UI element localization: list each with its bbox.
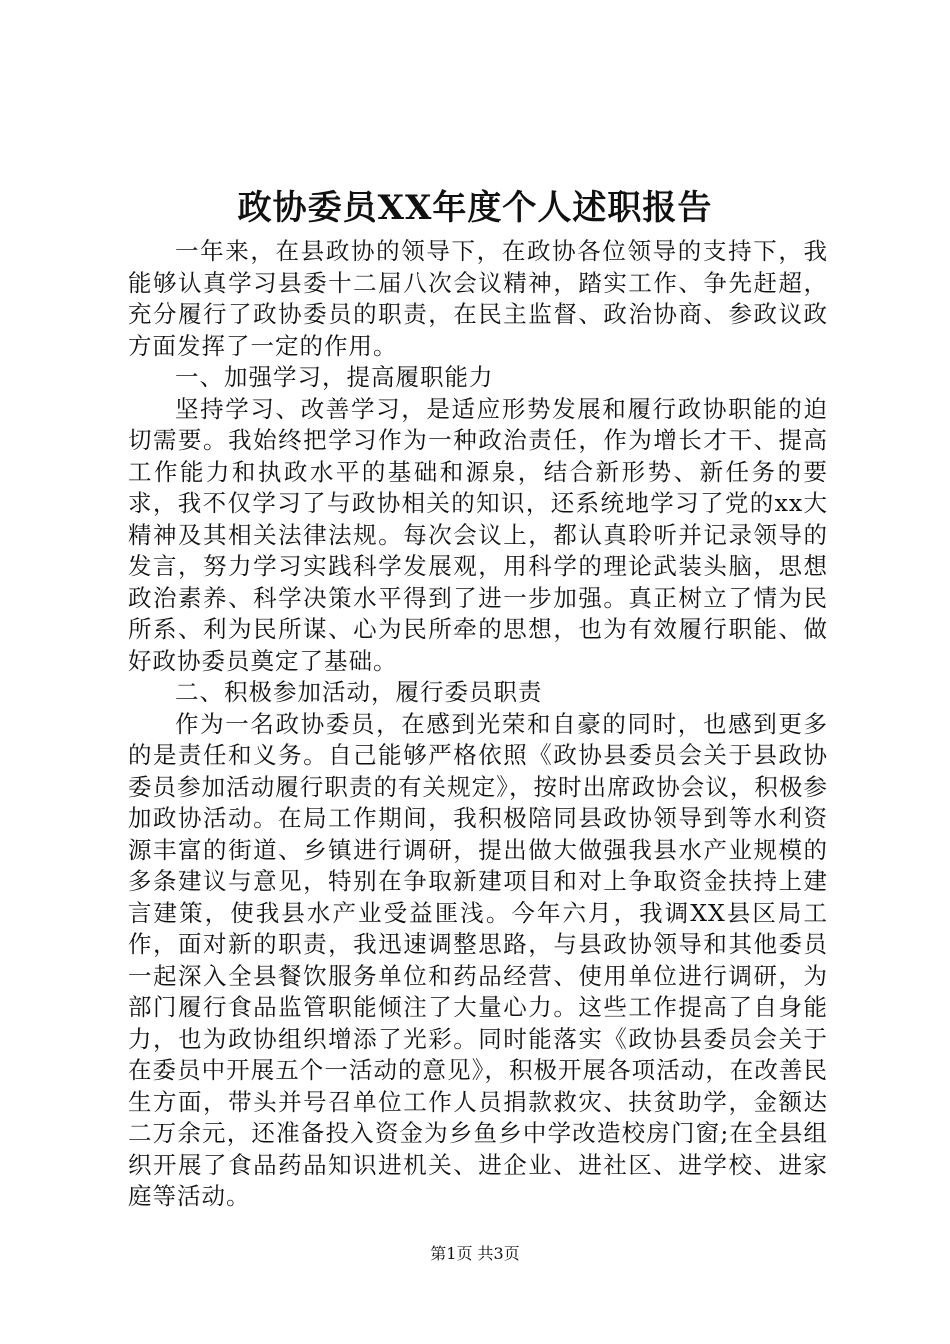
paragraph-study: 坚持学习、改善学习，是适应形势发展和履行政协职能的迫切需要。我始终把学习作为一种政治责任，作为增长才干、提高工作能力和执政水平的基础和源泉，结合新形势、新任务的要求，我不仅学习了与政协相关的知识，还系统地学习了党的xx大精神及其相关法律法规。每次会议上，都认真聆听并记录领导的发言，努力学习实践科学发展观，用科学的理论武装头脑，思想政治素养、科学决策水平得到了进一步加强。真正树立了情为民所系、利为民所谋、心为民所牵的思想，也为有效履行职能、做好政协委员奠定了基础。 bbox=[128, 394, 828, 675]
paragraph-intro: 一年来，在县政协的领导下，在政协各位领导的支持下，我能够认真学习县委十二届八次会议精神，踏实工作、争先赶超，充分履行了政协委员的职责，在民主监督、政治协商、参政议政方面发挥了一定的作用。 bbox=[128, 237, 828, 360]
paragraph-activities: 作为一名政协委员，在感到光荣和自豪的同时，也感到更多的是责任和义务。自己能够严格依照《政协县委员会关于县政协委员参加活动履行职责的有关规定》，按时出席政协会议，积极参加政协活动。在局工作期间，我积极陪同县政协领导到等水利资源丰富的街道、乡镇进行调研，提出做大做强我县水产业规模的多条建议与意见，特别在争取新建项目和对上争取资金扶持上建言建策，使我县水产业受益匪浅。今年六月，我调XX县区局工作，面对新的职责，我迅速调整思路，与县政协领导和其他委员一起深入全县餐饮服务单位和药品经营、使用单位进行调研，为部门履行食品监管职能倾注了大量心力。这些工作提高了自身能力，也为政协组织增添了光彩。同时能落实《政协县委员会关于在委员中开展五个一活动的意见》，积极开展各项活动，在改善民生方面，带头并号召单位工作人员捐款救灾、扶贫助学，金额达二万余元，还准备投入资金为乡鱼乡中学改造校房门窗;在全县组织开展了食品药品知识进机关、进企业、进社区、进学校、进家庭等活动。 bbox=[128, 709, 828, 1210]
section-heading-1: 一、加强学习，提高履职能力 bbox=[175, 363, 494, 391]
document-body bbox=[128, 236, 828, 1213]
page-footer: 第1页 共3页 bbox=[430, 1244, 520, 1263]
document-title: 政协委员XX年度个人述职报告 bbox=[237, 188, 713, 228]
section-heading-2: 二、积极参加活动，履行委员职责 bbox=[175, 678, 543, 706]
